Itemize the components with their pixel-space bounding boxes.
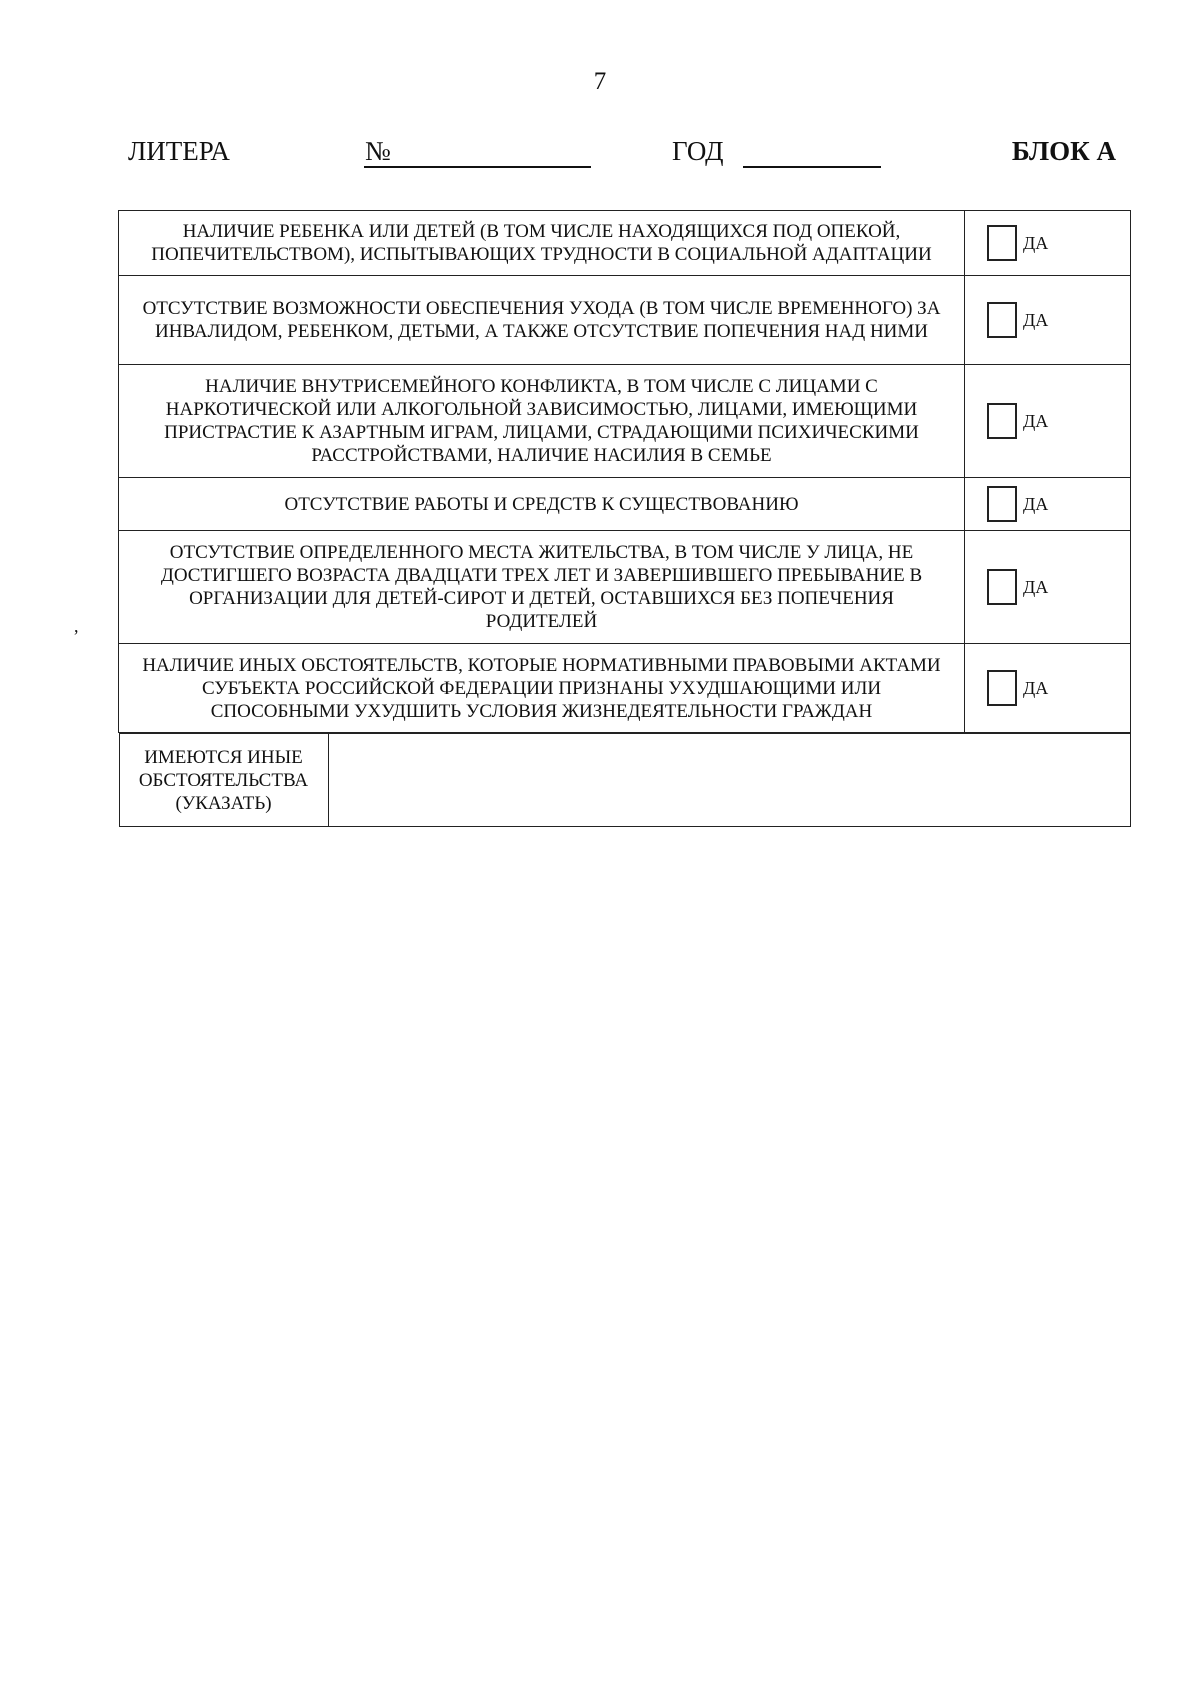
row-text: НАЛИЧИЕ ИНЫХ ОБСТОЯТЕЛЬСТВ, КОТОРЫЕ НОРМАТИВНЫМИ ПРАВОВЫМИ АКТАМИ СУБЪЕКТА РОССИЙСКОЙ ФЕДЕРАЦИИ ПРИЗНАНЫ УХУДШАЮЩИМИ ИЛИ СПОСОБНЫМИ УХУДШИТЬ УСЛОВИЯ ЖИЗНЕДЕЯТЕЛЬНОСТИ ГРАЖДАН	[119, 644, 965, 733]
form-header	[120, 136, 1120, 176]
checkbox[interactable]	[987, 403, 1017, 439]
row-check-cell	[965, 531, 1131, 644]
number-field[interactable]	[406, 166, 591, 168]
table-row	[119, 531, 1131, 644]
other-circumstances-label: ИМЕЮТСЯ ИНЫЕ ОБСТОЯТЕЛЬСТВА (УКАЗАТЬ)	[119, 734, 328, 827]
table-row	[119, 211, 1131, 276]
stray-mark: ,	[74, 616, 79, 636]
page-number: 7	[593, 68, 607, 95]
number-label: №	[365, 136, 391, 166]
checkbox-label: ДА	[1023, 410, 1049, 431]
checkbox[interactable]	[987, 486, 1017, 522]
other-circumstances-wrapper	[119, 733, 1131, 828]
litera-label: ЛИТЕРА	[128, 136, 230, 166]
row-text: ОТСУТСТВИЕ ОПРЕДЕЛЕННОГО МЕСТА ЖИТЕЛЬСТВА, В ТОМ ЧИСЛЕ У ЛИЦА, НЕ ДОСТИГШЕГО ВОЗРАСТА ДВАДЦАТИ ТРЕХ ЛЕТ И ЗАВЕРШИВШЕГО ПРЕБЫВАНИЕ В ОРГАНИЗАЦИИ ДЛЯ ДЕТЕЙ-СИРОТ И ДЕТЕЙ, ОСТАВШИХСЯ БЕЗ ПОПЕЧЕНИЯ РОДИТЕЛЕЙ	[119, 531, 965, 644]
block-label: БЛОК А	[1011, 136, 1116, 166]
other-circumstances-row	[119, 733, 1131, 828]
other-circumstances-field[interactable]	[328, 734, 1130, 827]
checkbox-label: ДА	[1023, 232, 1049, 253]
checkbox-label: ДА	[1023, 493, 1049, 514]
checkbox[interactable]	[987, 670, 1017, 706]
row-text: ОТСУТСТВИЕ РАБОТЫ И СРЕДСТВ К СУЩЕСТВОВАНИЮ	[119, 478, 965, 531]
circumstances-table	[118, 210, 1131, 827]
row-check-cell	[965, 478, 1131, 531]
table-row	[119, 478, 1131, 531]
table-row	[119, 365, 1131, 478]
table-row	[119, 276, 1131, 365]
checkbox[interactable]	[987, 569, 1017, 605]
checkbox-label: ДА	[1023, 677, 1049, 698]
checkbox[interactable]	[987, 225, 1017, 261]
row-check-cell	[965, 644, 1131, 733]
other-circumstances-table	[119, 733, 1131, 827]
checkbox-label: ДА	[1023, 309, 1049, 330]
row-text: НАЛИЧИЕ РЕБЕНКА ИЛИ ДЕТЕЙ (В ТОМ ЧИСЛЕ НАХОДЯЩИХСЯ ПОД ОПЕКОЙ, ПОПЕЧИТЕЛЬСТВОМ), ИСПЫТЫВАЮЩИХ ТРУДНОСТИ В СОЦИАЛЬНОЙ АДАПТАЦИИ	[119, 211, 965, 276]
row-check-cell	[965, 365, 1131, 478]
checkbox-label: ДА	[1023, 576, 1049, 597]
row-check-cell	[965, 211, 1131, 276]
table-row	[119, 734, 1130, 827]
year-field[interactable]	[743, 166, 881, 168]
checkbox[interactable]	[987, 302, 1017, 338]
table-row	[119, 644, 1131, 733]
row-text: НАЛИЧИЕ ВНУТРИСЕМЕЙНОГО КОНФЛИКТА, В ТОМ ЧИСЛЕ С ЛИЦАМИ С НАРКОТИЧЕСКОЙ ИЛИ АЛКОГОЛЬНОЙ ЗАВИСИМОСТЬЮ, ЛИЦАМИ, ИМЕЮЩИМИ ПРИСТРАСТИЕ К АЗАРТНЫМ ИГРАМ, ЛИЦАМИ, СТРАДАЮЩИМИ ПСИХИЧЕСКИМИ РАССТРОЙСТВАМИ, НАЛИЧИЕ НАСИЛИЯ В СЕМЬЕ	[119, 365, 965, 478]
row-check-cell	[965, 276, 1131, 365]
year-label: ГОД	[672, 136, 724, 166]
row-text: ОТСУТСТВИЕ ВОЗМОЖНОСТИ ОБЕСПЕЧЕНИЯ УХОДА (В ТОМ ЧИСЛЕ ВРЕМЕННОГО) ЗА ИНВАЛИДОМ, РЕБЕНКОМ, ДЕТЬМИ, А ТАКЖЕ ОТСУТСТВИЕ ПОПЕЧЕНИЯ НАД НИМИ	[119, 276, 965, 365]
